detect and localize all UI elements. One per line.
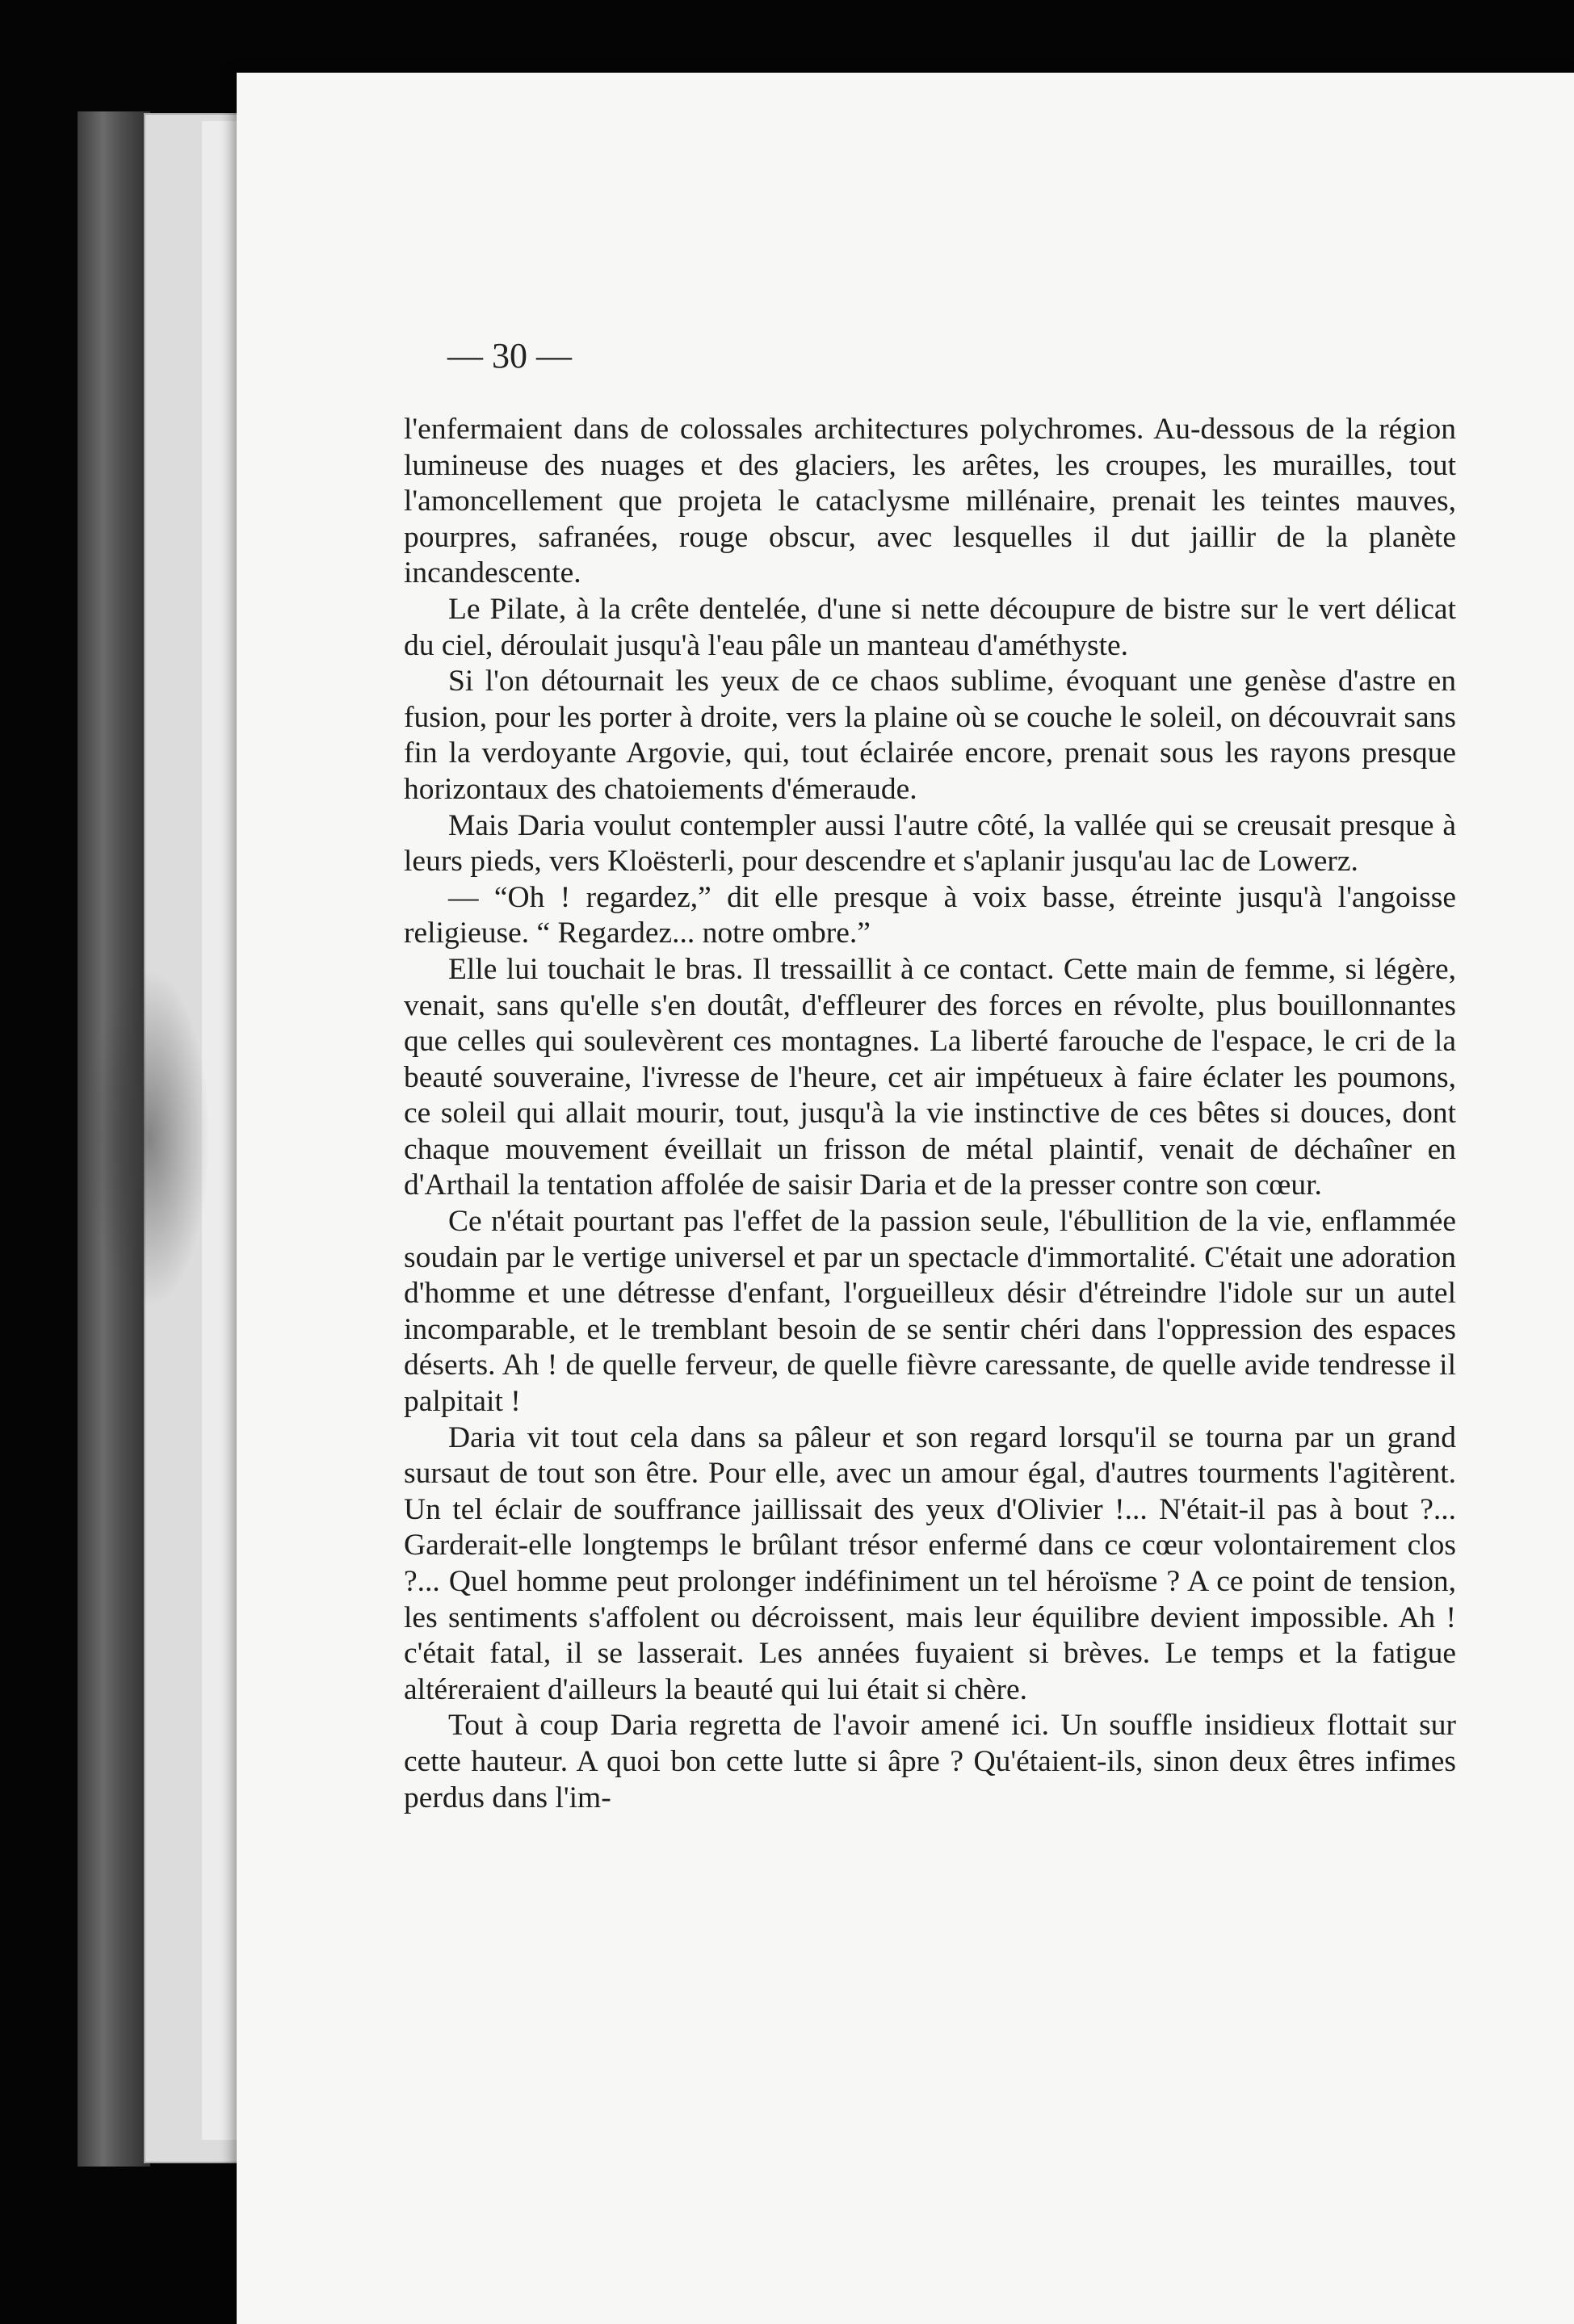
- paragraph: — “Oh ! regardez,” dit elle presque à voix basse, étreinte jusqu'à l'angoisse religieuse. “ Regardez... notre ombre.”: [404, 880, 1456, 950]
- paragraph: Tout à coup Daria regretta de l'avoir amené ici. Un souffle insidieux flottait sur cette hauteur. A quoi bon cette lutte si âpre ? Qu'étaient-ils, sinon deux êtres infimes perdus dans l'im-: [404, 1709, 1456, 1814]
- paragraph: Daria vit tout cela dans sa pâleur et son regard lorsqu'il se tourna par un grand sursaut de tout son être. Pour elle, avec un amour égal, d'autres tourments l'agitèrent. Un tel éclair de souffrance jaillissait des yeux d'Olivier !... N'était-il pas à bout ?... Garderait-elle longtemps le brûlant trésor enfermé dans ce cœur volontairement clos ?... Quel homme peut prolonger indéfiniment un tel héroïsme ? A ce point de tension, les sentiments s'affolent ou décroissent, mais leur équilibre devient impossible. Ah ! c'était fatal, il se lasserait. Les années fuyaient si brèves. Le temps et la fatigue altéreraient d'ailleurs la beauté qui lui était si chère.: [404, 1420, 1456, 1706]
- page-shadow: [89, 969, 210, 1308]
- paragraph: Mais Daria voulut contempler aussi l'autre côté, la vallée qui se creusait presque à leurs pieds, vers Kloësterli, pour descendre et s'aplanir jusqu'au lac de Lowerz.: [404, 808, 1456, 879]
- paragraph: Si l'on détournait les yeux de ce chaos sublime, évoquant une genèse d'astre en fusion, pour les porter à droite, vers la plaine où se couche le soleil, on découvrait sans fin la verdoyante Argovie, qui, tout éclairée encore, prenait sous les rayons presque horizontaux des chatoiements d'émeraude.: [404, 665, 1456, 806]
- book-page: [237, 73, 1574, 2324]
- paragraph: l'enfermaient dans de colossales architectures polychromes. Au-dessous de la région lumineuse des nuages et des glaciers, les arêtes, les croupes, les murailles, tout l'amoncellement que projeta le cataclysme millénaire, prenait les teintes mauves, pourpres, safranées, rouge obscur, avec lesquelles il dut jaillir de la planète incandescente.: [404, 413, 1456, 590]
- text-block: [404, 412, 1456, 1816]
- page-number: — 30 —: [447, 336, 572, 375]
- paragraph: Le Pilate, à la crête dentelée, d'une si nette découpure de bistre sur le vert délicat du ciel, déroulait jusqu'à l'eau pâle un manteau d'améthyste.: [404, 592, 1456, 662]
- paragraph: Elle lui touchait le bras. Il tressaillit à ce contact. Cette main de femme, si légère, venait, sans qu'elle s'en doutât, d'effleurer des forces en révolte, plus bouillonnantes que celles qui soulevèrent ces montagnes. La liberté farouche de l'espace, le cri de la beauté souveraine, l'ivresse de l'heure, cet air impétueux à faire éclater les poumons, ce soleil qui allait mourir, tout, jusqu'à la vie instinctive de ces bêtes si douces, dont chaque mouvement éveillait un frisson de métal plaintif, venait de déchaîner en d'Arthail la tentation affolée de saisir Daria et de la presser contre son cœur.: [404, 952, 1456, 1202]
- paragraph: Ce n'était pourtant pas l'effet de la passion seule, l'ébullition de la vie, enflammée soudain par le vertige universel et par un spectacle d'immortalité. C'était une adoration d'homme et une détresse d'enfant, l'orgueilleux désir d'étreindre l'idole sur un autel incomparable, et le tremblant besoin de se sentir chéri dans l'oppression des espaces déserts. Ah ! de quelle ferveur, de quelle fièvre caressante, de quelle avide tendresse il palpitait !: [404, 1205, 1456, 1419]
